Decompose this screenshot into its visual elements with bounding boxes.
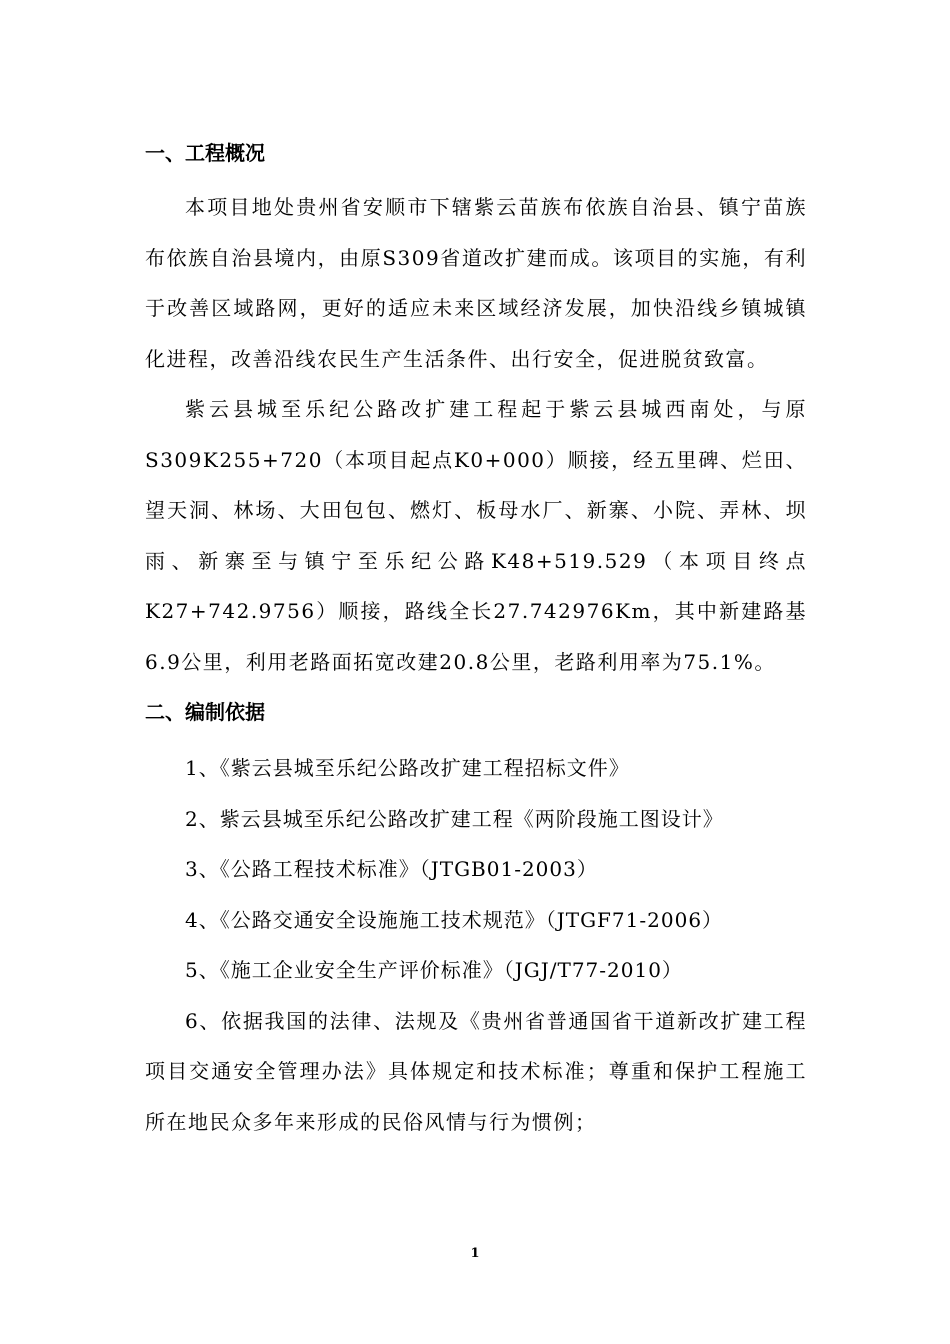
section-heading-basis: 二、编制依据	[145, 700, 265, 724]
basis-list-item: 3、《公路工程技术标准》（JTGB01-2003）	[185, 857, 598, 881]
document-body	[145, 128, 807, 1147]
basis-list-item: 6、依据我国的法律、法规及《贵州省普通国省干道新改扩建工程项目交通安全管理办法》具体规定和技术标准；尊重和保护工程施工所在地民众多年来形成的民俗风情与行为惯例；	[145, 1008, 807, 1134]
basis-list-item: 2、紫云县城至乐纪公路改扩建工程《两阶段施工图设计》	[185, 806, 724, 831]
basis-list-item: 5、《施工企业安全生产评价标准》（JGJ/T77-2010）	[185, 958, 683, 982]
basis-list-item: 4、《公路交通安全设施施工技术规范》（JTGF71-2006）	[185, 907, 724, 932]
section-heading-overview: 一、工程概况	[145, 141, 265, 165]
overview-paragraph: 本项目地处贵州省安顺市下辖紫云苗族布依族自治县、镇宁苗族布依族自治县境内，由原S309省道改扩建而成。该项目的实施，有利于改善区域路网，更好的适应未来区域经济发展，加快沿线乡镇城镇化进程，改善沿线农民生产生活条件、出行安全，促进脱贫致富。	[145, 195, 807, 371]
overview-paragraph: 紫云县城至乐纪公路改扩建工程起于紫云县城西南处，与原S309K255+720（本项目起点K0+000）顺接，经五里碑、烂田、望天洞、林场、大田包包、燃灯、板母水厂、新寨、小院、弄林、坝雨、新寨至与镇宁至乐纪公路K48+519.529（本项目终点K27+742.9756）顺接，路线全长27.742976Km，其中新建路基6.9公里，利用老路面拓宽改建20.8公里，老路利用率为75.1%。	[145, 397, 807, 674]
basis-list-item: 1、《紫云县城至乐纪公路改扩建工程招标文件》	[185, 756, 630, 780]
page-number: 1	[470, 1246, 480, 1261]
